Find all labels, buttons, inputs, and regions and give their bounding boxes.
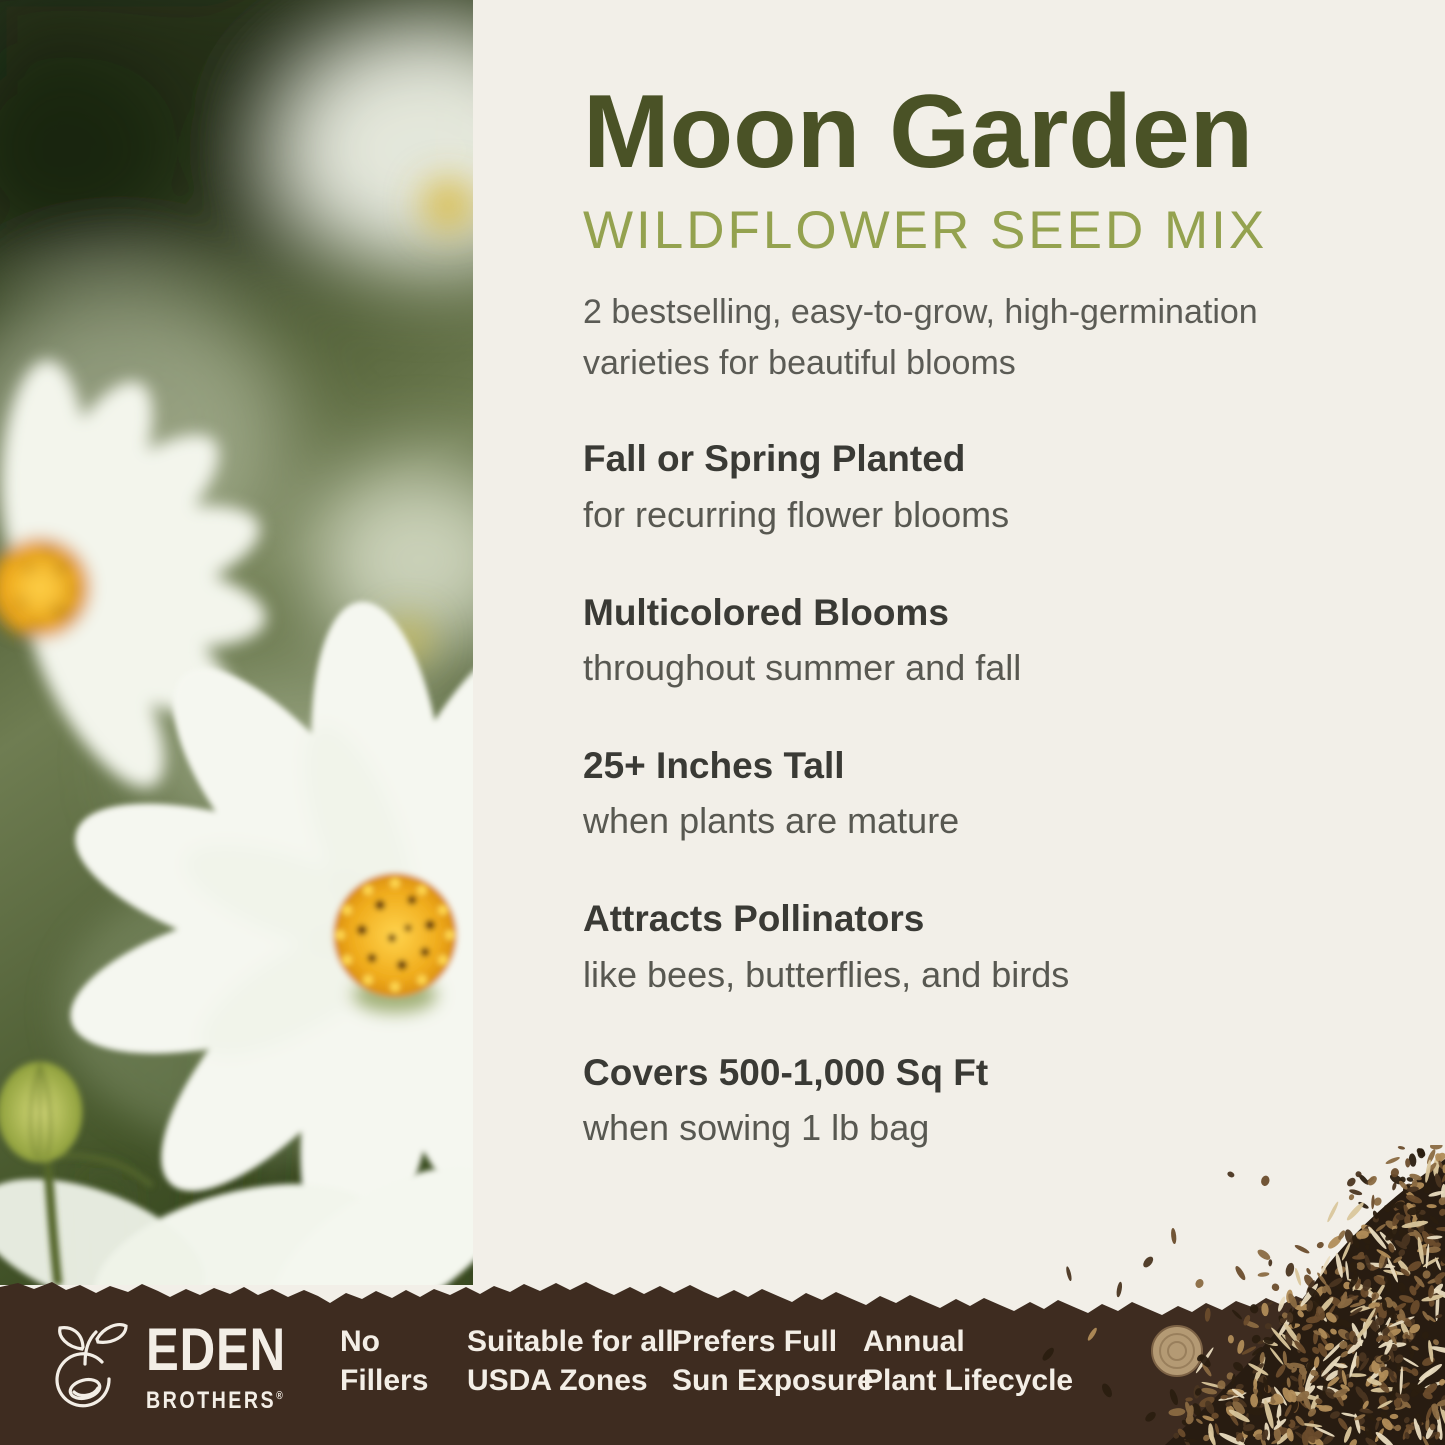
feature-planting-season	[583, 437, 1409, 536]
eden-brothers-logo	[52, 1316, 317, 1415]
brand-name: EDEN	[146, 1316, 286, 1383]
feature-coverage	[583, 1051, 1409, 1150]
feature-subtitle: throughout summer and fall	[583, 646, 1022, 688]
feature-subtitle: for recurring flower blooms	[583, 493, 1010, 535]
registered-mark: ®	[276, 1390, 283, 1402]
feature-pollinators	[583, 897, 1409, 996]
feature-subtitle: like bees, butterflies, and birds	[583, 953, 1070, 995]
seed-pile-photo	[1025, 1145, 1445, 1445]
footer-item-sun-exposure: Prefers Full Sun Exposure	[672, 1325, 874, 1397]
white-cosmos-flowers-photo	[0, 0, 473, 1285]
seed-pile-illustration	[1025, 1145, 1445, 1445]
footer-item-no-fillers: No Fillers	[340, 1325, 429, 1397]
footer-item-lifecycle: Annual Plant Lifecycle	[863, 1325, 1074, 1397]
feature-bloom-color	[583, 591, 1409, 690]
feature-title: 25+ Inches Tall	[583, 744, 845, 786]
feature-title: Covers 500-1,000 Sq Ft	[583, 1051, 989, 1093]
brand-wordmark	[146, 1316, 286, 1415]
feature-title: Attracts Pollinators	[583, 898, 925, 940]
content-panel	[473, 0, 1445, 1150]
feature-title: Multicolored Blooms	[583, 591, 949, 633]
page-title: Moon Garden	[583, 74, 1254, 190]
feature-subtitle: when plants are mature	[583, 800, 960, 842]
feature-height	[583, 744, 1409, 843]
feature-title: Fall or Spring Planted	[583, 438, 966, 480]
footer-item-usda-zones: Suitable for all USDA Zones	[467, 1325, 674, 1397]
description: 2 bestselling, easy-to-grow, high-germination varieties for beautiful blooms	[583, 293, 1258, 383]
page-subtitle: WILDFLOWER SEED MIX	[583, 201, 1268, 261]
brand-subname: BROTHERS®	[146, 1387, 283, 1414]
flower-photo-illustration	[0, 0, 473, 1285]
feature-subtitle: when sowing 1 lb bag	[583, 1107, 930, 1149]
sprout-seed-icon	[52, 1321, 130, 1415]
